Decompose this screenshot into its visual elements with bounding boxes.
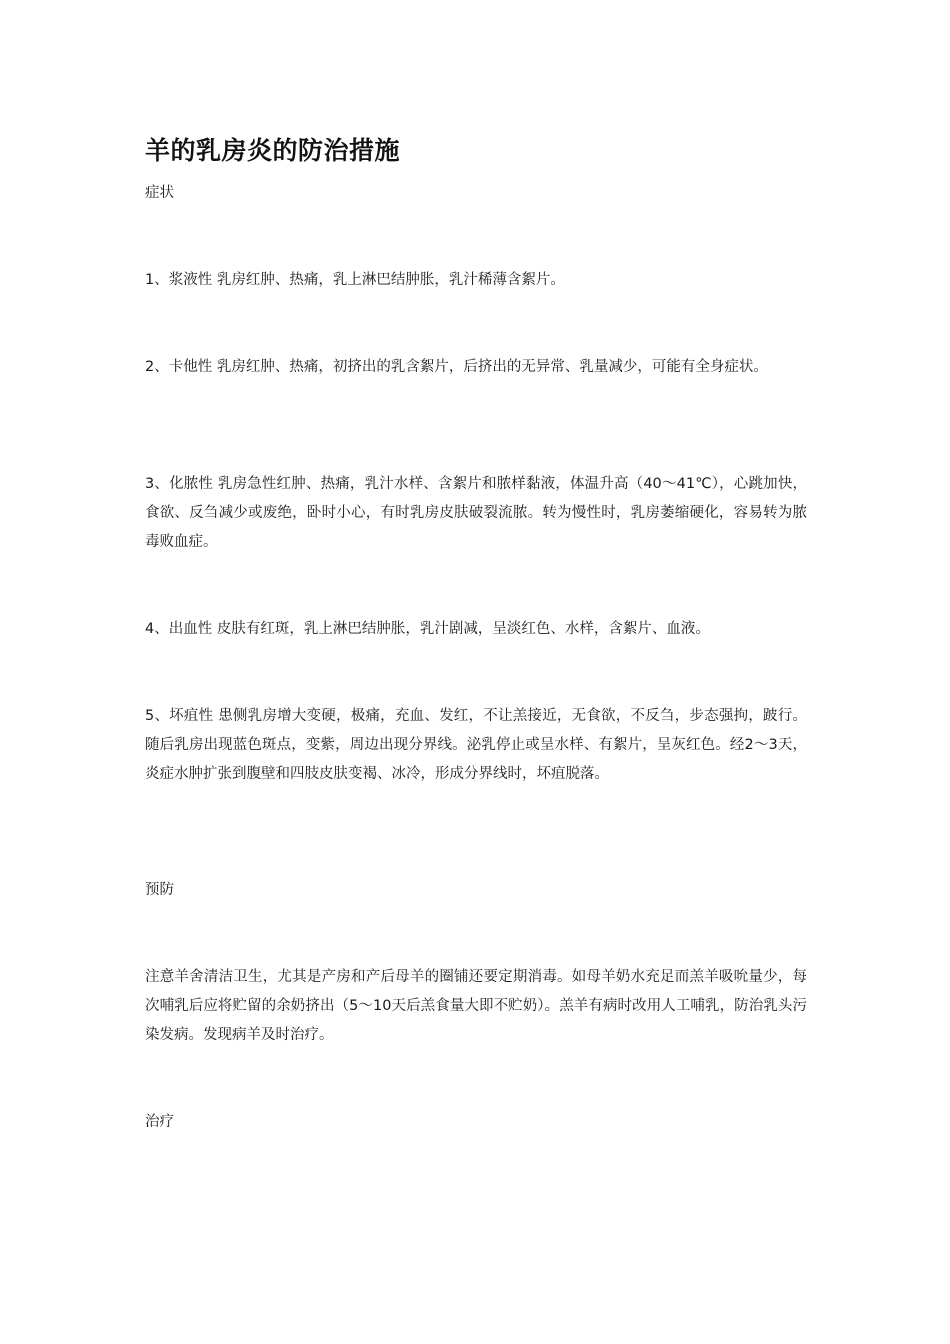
prevention-heading: 预防 <box>145 882 174 898</box>
document-title: 羊的乳房炎的防治措施 <box>145 136 401 165</box>
symptom-gangrenous: 5、坏疽性 患侧乳房增大变硬，极痛，充血、发红，不让羔接近，无食欲，不反刍，步态强拘，跛行。随后乳房出现蓝色斑点，变紫，周边出现分界线。泌乳停止或呈水样、有絮片，呈灰红色。经2～3天，炎症水肿扩张到腹壁和四肢皮肤变褐、冰冷，形成分界线时，坏疽脱落。 <box>145 708 807 782</box>
treatment-heading: 治疗 <box>145 1114 174 1130</box>
symptom-hemorrhagic: 4、出血性 皮肤有红斑，乳上淋巴结肿胀，乳汁剧减，呈淡红色、水样，含絮片、血液。 <box>145 621 710 637</box>
symptom-purulent: 3、化脓性 乳房急性红肿、热痛，乳汁水样、含絮片和脓样黏液，体温升高（40～41℃），心跳加快，食欲、反刍减少或废绝，卧时小心，有时乳房皮肤破裂流脓。转为慢性时，乳房萎缩硬化，容易转为脓毒败血症。 <box>145 476 807 550</box>
symptom-catarrhal: 2、卡他性 乳房红肿、热痛，初挤出的乳含絮片，后挤出的无异常、乳量减少，可能有全身症状。 <box>145 359 768 375</box>
prevention-text: 注意羊舍清洁卫生，尤其是产房和产后母羊的圈铺还要定期消毒。如母羊奶水充足而羔羊吸吮量少，每次哺乳后应将贮留的余奶挤出（5～10天后羔食量大即不贮奶）。羔羊有病时改用人工哺乳，防治乳头污染发病。发现病羊及时治疗。 <box>145 969 807 1043</box>
symptom-serous: 1、浆液性 乳房红肿、热痛，乳上淋巴结肿胀，乳汁稀薄含絮片。 <box>145 272 565 288</box>
symptoms-heading: 症状 <box>145 185 174 201</box>
